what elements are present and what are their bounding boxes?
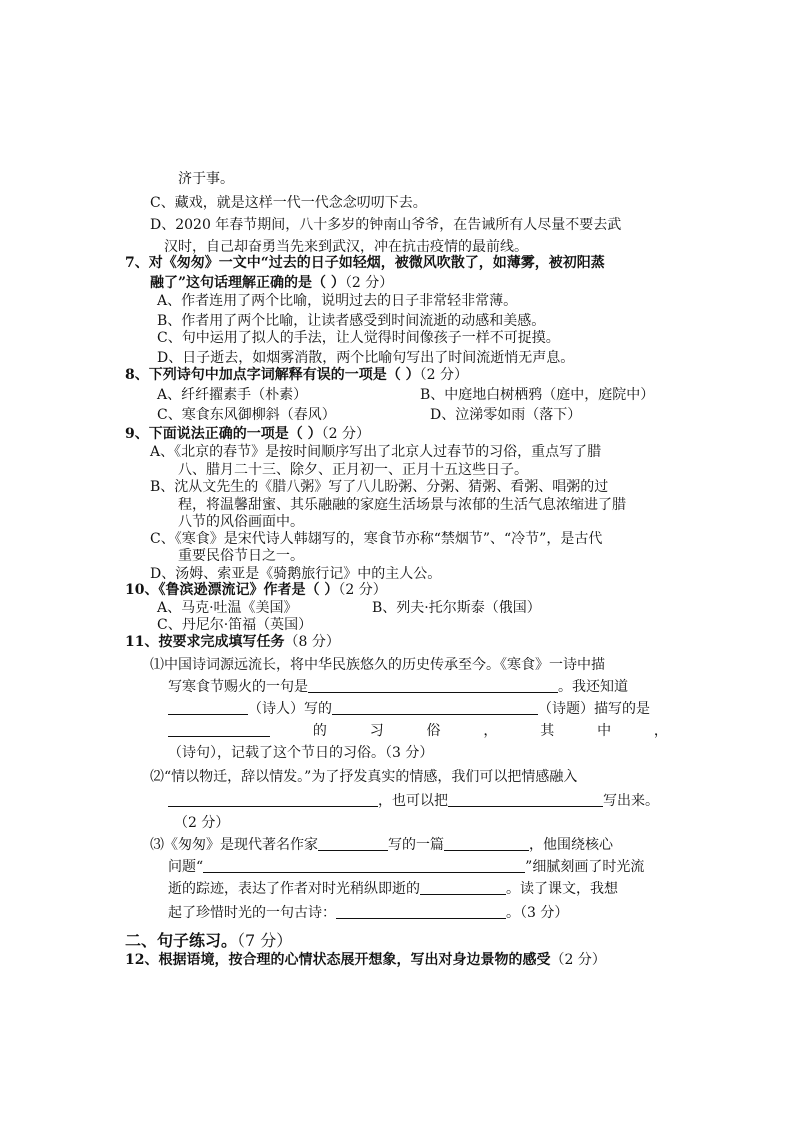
- q9-option-a-line2: 八、腊月二十三、除夕、正月初一、正月十五这些日子。: [178, 462, 528, 478]
- q7-option-a: A、作者连用了两个比喻，说明过去的日子非常轻非常薄。: [157, 293, 518, 309]
- q11-part3-line3: [168, 880, 618, 898]
- genre-blank[interactable]: [444, 836, 529, 851]
- q11-stem-text: 11、按要求完成填写任务: [125, 634, 285, 650]
- emotion-blank-1[interactable]: [168, 792, 378, 807]
- q7-option-c: C、句中运用了拟人的手法，让人觉得时间像孩子一样不可捉摸。: [157, 330, 560, 346]
- section-2-score: （7 分）: [237, 931, 293, 950]
- q11-part1-word: 中: [597, 723, 612, 739]
- q12-stem-text: 12、根据语境，按合理的心情状态展开想象，写出对身边景物的感受: [125, 952, 551, 968]
- q7-stem-line2: [150, 274, 393, 292]
- q9-option-c-line2: 重要民俗节日之一。: [178, 548, 304, 564]
- section-2-heading: [125, 931, 292, 951]
- q7-stem-text: 融了”这句话理解正确的是（ ）: [150, 275, 345, 291]
- q11-part3-text-i: 。（3 分）: [506, 905, 569, 921]
- q6-option-d-line2: 汉时，自己却奋勇当先来到武汉，冲在抗击疫情的最前线。: [164, 239, 528, 255]
- q11-part2-text-b: 写出来。: [603, 793, 659, 809]
- q10-score: （2 分）: [338, 582, 387, 598]
- q6-option-b-continued: 济于事。: [178, 171, 234, 187]
- q8-option-b: B、中庭地白树栖鸦（庭中，庭院中）: [420, 387, 655, 403]
- q11-part1-text-d: （诗题）描写的是: [538, 701, 650, 717]
- q12-score: （2 分）: [550, 952, 606, 968]
- q11-part1-line3: [168, 700, 650, 718]
- q11-part3-text-a: ⑶《匆匆》是现代著名作家: [150, 837, 318, 853]
- q8-stem-text: 8、下列诗句中加点字词解释有误的一项是（ ）: [125, 367, 420, 383]
- poem-line-blank[interactable]: [308, 678, 558, 693]
- q11-part1-line2: [168, 678, 628, 696]
- q11-part1-text-a: 写寒食节赐火的一句是: [168, 679, 308, 695]
- q11-part1-line4: [168, 722, 668, 740]
- q9-option-a-line1: A、《北京的春节》是按时间顺序写出了北京人过春节的习俗，重点写了腊: [150, 444, 602, 460]
- q11-part2-text-a: ，也可以把: [378, 793, 448, 809]
- q7-score: （2 分）: [344, 275, 394, 291]
- q9-stem-text: 9、下面说法正确的一项是（ ）: [125, 426, 322, 442]
- q11-part1-line5: （诗句），记载了这个节日的习俗。（3 分）: [168, 745, 434, 761]
- q11-part1-word: 其: [540, 723, 555, 739]
- q11-part3-text-e: ”细腻刻画了时光流: [525, 859, 645, 875]
- festival-blank[interactable]: [168, 722, 270, 737]
- q11-part3-text-f: 逝的踪迹，表达了作者对时光稍纵即逝的: [168, 881, 420, 897]
- q11-part3-text-g: 。读了课文，我想: [506, 881, 618, 897]
- q11-part3-text-d: 问题“: [168, 859, 204, 875]
- q11-part1-line1: ⑴中国诗词源远流长，将中华民族悠久的历史传承至今。《寒食》一诗中描: [150, 657, 605, 673]
- section-2-title: 二、句子练习。: [125, 931, 238, 950]
- q10-option-c: C、丹尼尔·笛福（英国）: [157, 617, 313, 633]
- q11-stem: [125, 633, 340, 651]
- q11-part2-line2: [168, 792, 659, 810]
- q8-option-c: C、寒食东风御柳斜（春风）: [157, 407, 336, 423]
- q8-score: （2 分）: [419, 367, 468, 383]
- q11-part1-word: 的: [312, 723, 327, 739]
- q11-part1-text-c: （诗人）写的: [248, 701, 332, 717]
- q11-part3-text-h: 起了珍惜时光的一句古诗：: [168, 905, 336, 921]
- q8-stem: [125, 366, 468, 384]
- q7-option-b: B、作者用了两个比喻，让读者感受到时间流逝的动感和美感。: [157, 313, 546, 329]
- q11-score: （8 分）: [284, 634, 340, 650]
- q6-option-c: C、藏戏，就是这样一代一代念念叨叨下去。: [150, 195, 427, 211]
- q11-part2-line1: ⑵“情以物迁，辞以情发。”为了抒发真实的情感，我们可以把情感融入: [150, 769, 578, 785]
- author-blank[interactable]: [318, 836, 388, 851]
- q11-part3-line1: [150, 836, 613, 854]
- q11-part3-line4: [168, 904, 568, 922]
- ancient-poem-blank[interactable]: [336, 904, 506, 919]
- q11-part1-word: ，: [653, 723, 668, 739]
- q7-stem-line1: 7、对《匆匆》一文中“过去的日子如轻烟，被微风吹散了，如薄雾，被初阳蒸: [125, 255, 605, 271]
- q9-option-d: D、汤姆、索亚是《骑鹅旅行记》中的主人公。: [150, 566, 442, 582]
- q10-option-b: B、列夫·托尔斯泰（俄国）: [372, 600, 541, 616]
- q9-option-c-line1: C、《寒食》是宋代诗人韩翃写的，寒食节亦称“禁烟节”、“冷节”，是古代: [150, 531, 603, 547]
- poem-title-blank[interactable]: [332, 700, 538, 715]
- feeling-blank[interactable]: [420, 880, 506, 895]
- q7-option-d: D、日子逝去，如烟雾消散，两个比喻句写出了时间流逝悄无声息。: [157, 350, 575, 366]
- q11-part1-word: ，: [483, 723, 498, 739]
- q11-part1-word: 俗: [426, 723, 441, 739]
- q11-part3-text-c: ，他围绕核心: [529, 837, 613, 853]
- q9-stem: [125, 425, 370, 443]
- q10-stem: [125, 581, 387, 599]
- q11-part3-line2: [168, 858, 644, 876]
- q8-option-a: A、纤纤擢素手（朴素）: [157, 387, 308, 403]
- q12-stem: [125, 951, 606, 969]
- q8-option-d: D、泣涕零如雨（落下）: [430, 407, 582, 423]
- q9-score: （2 分）: [321, 426, 370, 442]
- q11-part1-word: 习: [369, 723, 384, 739]
- q11-part1-text-b: 。我还知道: [558, 679, 628, 695]
- q10-stem-text: 10、《鲁滨逊漂流记》作者是（ ）: [125, 582, 339, 598]
- q11-part2-line3: （2 分）: [174, 815, 230, 831]
- poet-blank[interactable]: [168, 700, 248, 715]
- q9-option-b-line3: 八节的风俗画面中。: [178, 514, 304, 530]
- q9-option-b-line2: 程，将温馨甜蜜、其乐融融的家庭生活场景与浓郁的生活气息浓缩进了腊: [178, 497, 626, 513]
- q9-option-b-line1: B、沈从文先生的《腊八粥》写了八儿盼粥、分粥、猜粥、看粥、唱粥的过: [150, 479, 609, 495]
- q11-part3-text-b: 写的一篇: [388, 837, 444, 853]
- core-question-blank[interactable]: [203, 858, 525, 873]
- q6-option-d-line1: D、2020 年春节期间，八十多岁的钟南山爷爷，在告诫所有人尽量不要去武: [150, 217, 622, 233]
- q10-option-a: A、马克·吐温《美国》: [157, 600, 298, 616]
- emotion-blank-2[interactable]: [448, 792, 603, 807]
